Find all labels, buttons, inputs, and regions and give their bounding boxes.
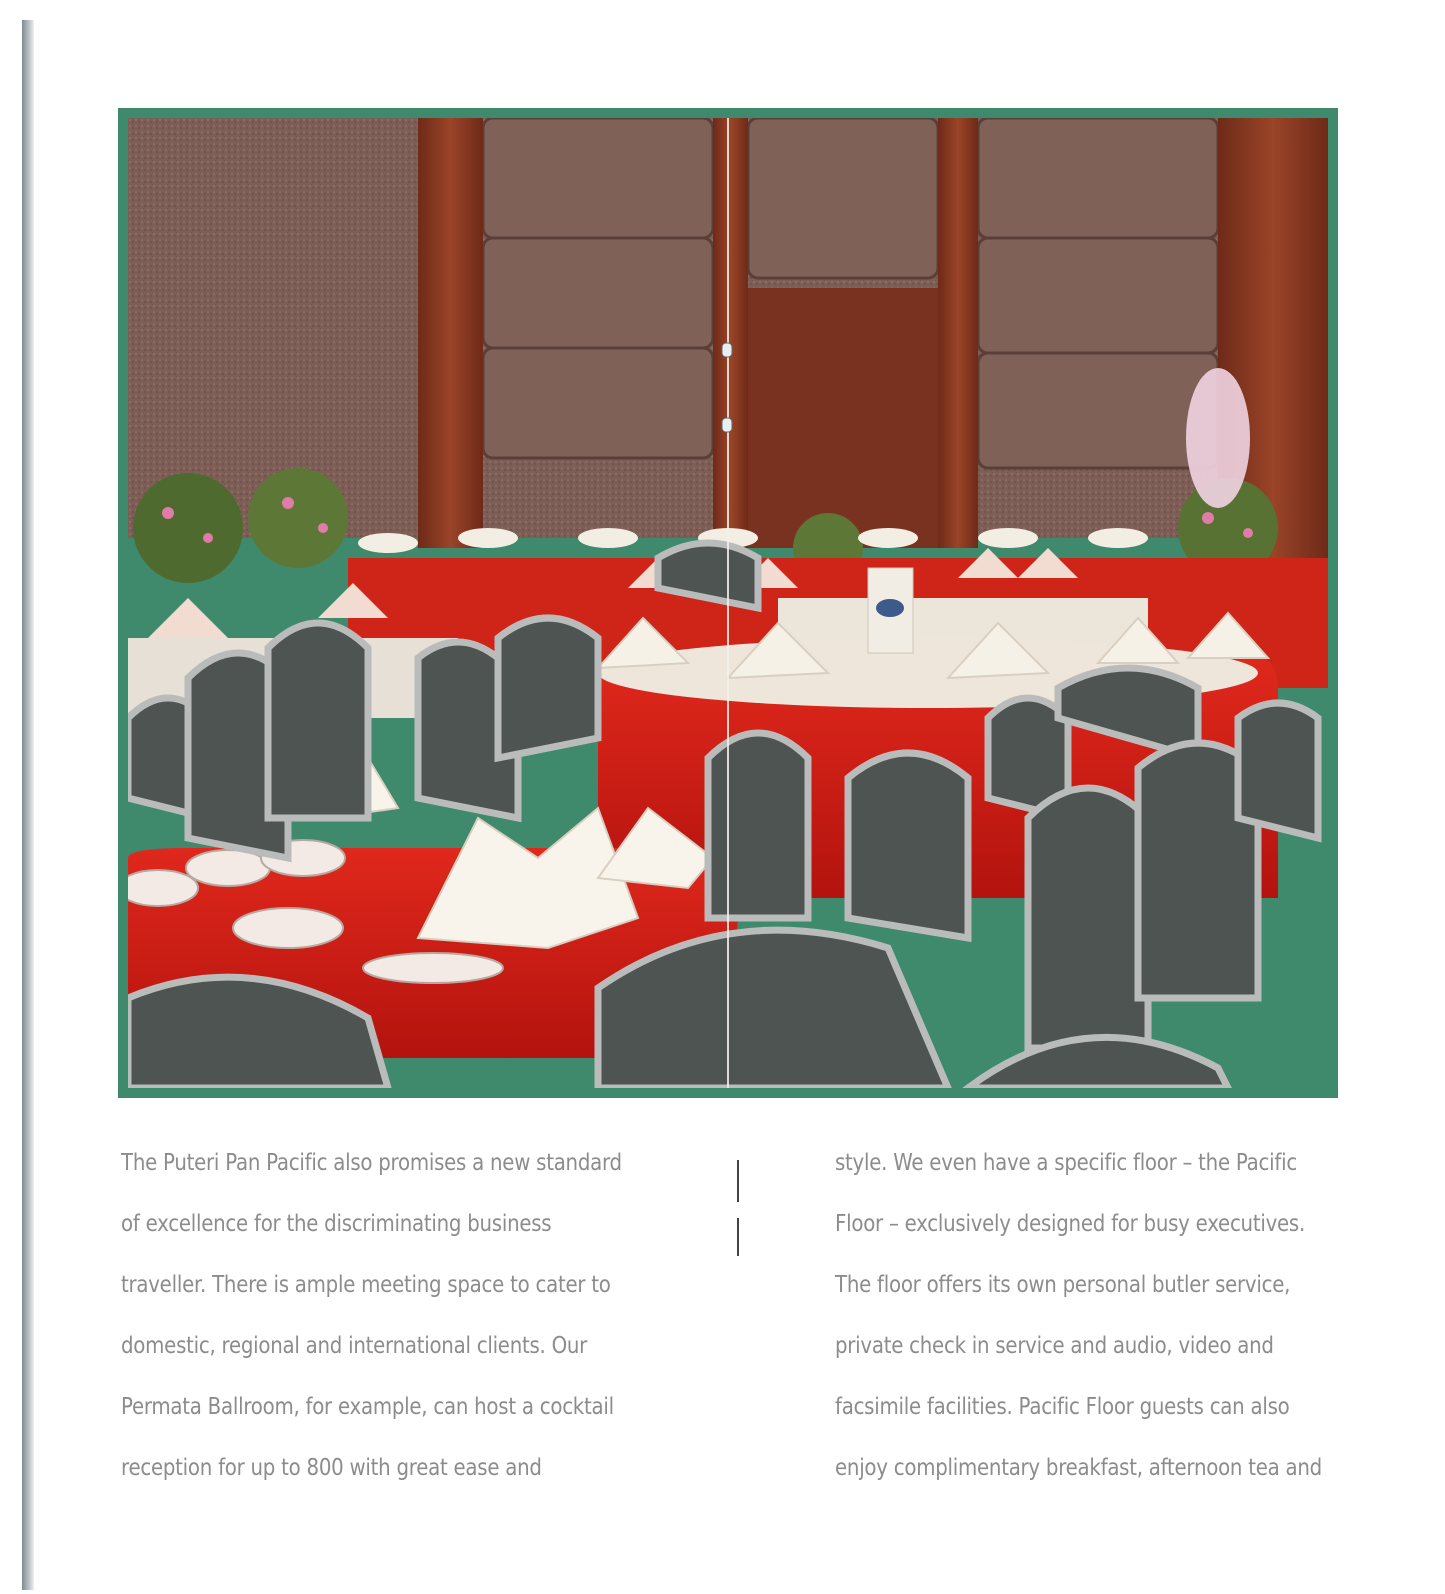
ballroom-photo [118,108,1338,1098]
page-spine-edge [22,20,34,1590]
body-text-left-column [121,1133,622,1499]
paragraph-line: private check in service and audio, video and [835,1333,1274,1359]
paragraph-line: of excellence for the discriminating business [121,1211,552,1237]
paragraph-line: traveller. There is ample meeting space to cater to [121,1272,611,1298]
ballroom-illustration [128,118,1328,1088]
paragraph-line: The Puteri Pan Pacific also promises a new standard [121,1150,622,1176]
paragraph-line: domestic, regional and international clients. Our [121,1333,588,1359]
staple-bottom [737,1218,739,1256]
paragraph-line: facsimile facilities. Pacific Floor guests can also [835,1394,1290,1420]
body-text-right-column [835,1133,1322,1499]
paragraph-line: The floor offers its own personal butler service, [835,1272,1291,1298]
paragraph-line: Permata Ballroom, for example, can host a cocktail [121,1394,614,1420]
ice-sculpture [1186,368,1250,508]
paragraph-line: enjoy complimentary breakfast, afternoon tea and [835,1455,1322,1481]
paragraph-line: Floor – exclusively designed for busy executives. [835,1211,1306,1237]
staple-top [737,1160,739,1202]
paragraph-line: style. We even have a specific floor – the Pacific [835,1150,1297,1176]
paragraph-line: reception for up to 800 with great ease and [121,1455,542,1481]
